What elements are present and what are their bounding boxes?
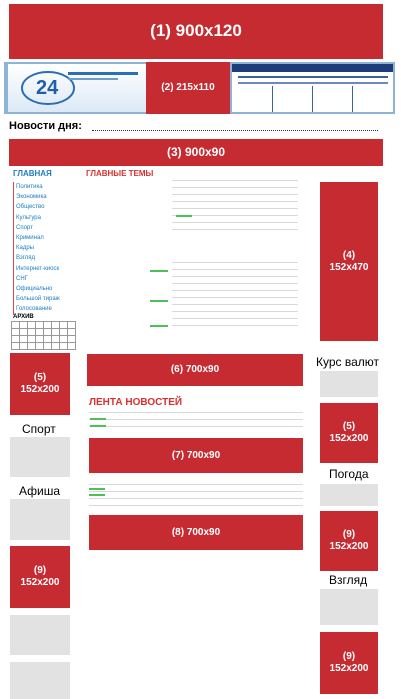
menu-item-personnel[interactable]: Кадры [13,243,75,253]
header-nav-panel [232,64,393,112]
ad-banner-3[interactable]: (3) 900x90 [9,139,383,166]
vzglyad-label: Взгляд [329,573,368,587]
menu-item-crime[interactable]: Криминал [13,233,75,243]
sport-label: Спорт [22,422,56,436]
left-menu [13,182,75,315]
news-feed-lines-2 [89,484,303,512]
ad-banner-6[interactable]: (6) 700x90 [87,354,303,386]
menu-item-voting[interactable]: Голосование [13,304,75,314]
menu-item-society[interactable]: Общество [13,202,75,212]
currency-placeholder [320,371,378,397]
main-topics-content-2 [172,262,298,332]
main-topics-content [172,180,298,236]
news-feed-lines-1 [89,412,303,433]
news-marker-2 [90,425,106,427]
topic-marker [176,215,192,217]
main-heading[interactable]: ГЛАВНАЯ [13,169,52,178]
ad-banner-1[interactable]: (1) 900x120 [9,4,383,59]
news-marker-1 [90,418,106,420]
news-marker-4 [89,494,105,496]
topic-marker-3 [150,300,168,302]
news-of-day-dotted-line [92,130,378,131]
archive-calendar[interactable] [11,321,76,350]
main-topics-heading: ГЛАВНЫЕ ТЕМЫ [86,169,154,178]
afisha-placeholder [10,499,70,540]
ad-right-9-2[interactable]: (9) 152x200 [320,632,378,694]
ad-banner-7[interactable]: (7) 700x90 [89,438,303,473]
ad-left-9[interactable]: (9) 152x200 [10,546,70,608]
sport-placeholder [10,437,70,477]
ad-banner-8[interactable]: (8) 700x90 [89,515,303,550]
menu-item-politics[interactable]: Политика [13,182,75,192]
menu-item-official[interactable]: Официально [13,284,75,294]
svg-text:24: 24 [36,77,59,99]
weather-placeholder [320,484,378,506]
menu-item-view[interactable]: Взгляд [13,253,75,263]
vzglyad-placeholder [320,589,378,625]
menu-item-cis[interactable]: СНГ [13,274,75,284]
ad-banner-2[interactable]: (2) 215x110 [146,62,230,114]
menu-item-internet-kiosk[interactable]: Интернет-киоск [13,264,75,274]
menu-item-big-circulation[interactable]: Большой тираж [13,294,75,304]
ad-right-5[interactable]: (5) 152x200 [320,403,378,463]
menu-item-sport[interactable]: Спорт [13,223,75,233]
weather-label: Погода [329,467,369,481]
archive-label[interactable]: АРХИВ [13,314,34,320]
menu-item-economy[interactable]: Экономика [13,192,75,202]
news-feed-heading: ЛЕНТА НОВОСТЕЙ [89,397,183,408]
ad-left-5[interactable]: (5) 152x200 [10,353,70,415]
ad-right-9-1[interactable]: (9) 152x200 [320,511,378,571]
topic-marker-4 [150,325,168,327]
site-header [4,62,395,114]
news-of-day-label: Новости дня: [9,120,82,132]
topic-marker-2 [150,270,168,272]
menu-item-culture[interactable]: Культура [13,213,75,223]
currency-label: Курс валют [316,355,380,369]
news-marker-3 [89,488,105,490]
ad-skyscraper-4[interactable]: (4) 152x470 [320,182,378,341]
left-placeholder-1 [10,615,70,655]
afisha-label: Афиша [19,484,61,498]
logo-graphic [8,64,146,112]
left-placeholder-2 [10,662,70,699]
site-logo[interactable] [8,64,146,112]
